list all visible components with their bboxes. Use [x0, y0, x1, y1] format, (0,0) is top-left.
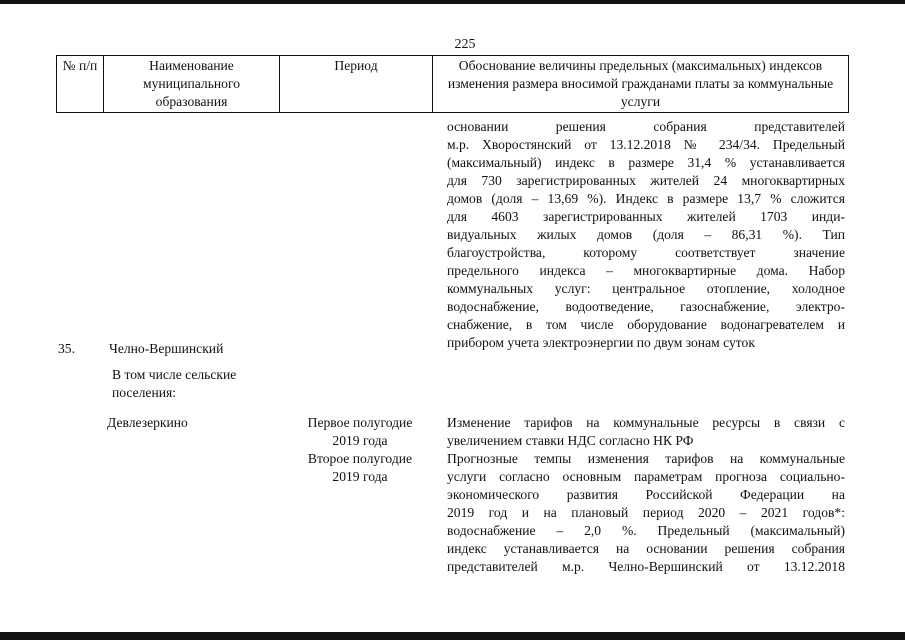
justification-text [447, 414, 845, 576]
text-line: водоснабжение, водоотведение, газоснабжение, электро- [447, 299, 845, 314]
text-line: основании решения собрания представителей [447, 119, 845, 134]
text-line: снабжение, в том числе оборудование водонагревателем и [447, 317, 845, 332]
text-line: коммунальных услуг: центральное отопление, холодное [447, 281, 845, 296]
text-line: 2019 год и на плановый период 2020 – 2021 годов*: [447, 505, 845, 520]
page-number: 225 [454, 37, 476, 52]
text-line: экономического развития Российской Федерации на [447, 487, 845, 502]
text-line: благоустройства, которому соответствует значение [447, 245, 845, 260]
table-header [56, 55, 849, 113]
text-line: Изменение тарифов на коммунальные ресурсы в связи с [447, 415, 845, 430]
header-period-label: Период [334, 58, 378, 73]
text-line: услуги согласно основным параметрам прогноза социально- [447, 469, 845, 484]
header-num-label: № п/п [62, 58, 98, 73]
text-line: прибором учета электроэнергии по двум зонам суток [447, 335, 755, 350]
municipality-name: Челно-Вершинский [109, 341, 224, 356]
header-justification-cell [433, 56, 849, 113]
text-line: предельного индекса – многоквартирные дома. Набор [447, 263, 845, 278]
period-line: 2019 года [332, 433, 388, 448]
text-line: для 730 зарегистрированных жителей 24 многоквартирных [447, 173, 845, 188]
header-name-label: Наименование муниципального образования [142, 58, 240, 109]
row-number: 35. [58, 341, 75, 356]
subheading-line: В том числе сельские [112, 367, 237, 382]
text-line: видуальных жилых домов (доля – 86,31 %). Тип [447, 227, 845, 242]
text-line: домов (доля – 13,69 %). Индекс в размере 13,7 % сложится [447, 191, 845, 206]
period-cell [300, 414, 420, 486]
text-line: м.р. Хворостянский от 13.12.2018 № 234/34. Предельный [447, 137, 845, 152]
settlement-name: Девлезеркино [107, 415, 188, 430]
header-num-cell [57, 56, 104, 113]
text-line: Прогнозные темпы изменения тарифов на коммунальные [447, 451, 845, 466]
subheading-line: поселения: [112, 385, 177, 400]
header-period-cell [280, 56, 433, 113]
header-name-cell [104, 56, 280, 113]
top-border-bar [0, 0, 905, 4]
period-line: Второе полугодие [307, 451, 413, 466]
period-line: 2019 года [332, 469, 388, 484]
text-line: индекс устанавливается на основании решения собрания [447, 541, 845, 556]
text-line: для 4603 зарегистрированных жителей 1703 инди- [447, 209, 845, 224]
bottom-border-bar [0, 632, 905, 640]
period-line: Первое полугодие [307, 415, 413, 430]
text-line: (максимальный) индекс в размере 31,4 % устанавливается [447, 155, 845, 170]
continuation-text [447, 118, 845, 352]
header-justification-label: Обоснование величины предельных (максимальных) индексов изменения размера вносимой гражданами платы за коммунальные услуги [447, 58, 834, 109]
text-line: увеличением ставки НДС согласно НК РФ [447, 433, 694, 448]
text-line: представителей м.р. Челно-Вершинский от 13.12.2018 [447, 559, 845, 574]
text-line: водоснабжение – 2,0 %. Предельный (максимальный) [447, 523, 845, 538]
